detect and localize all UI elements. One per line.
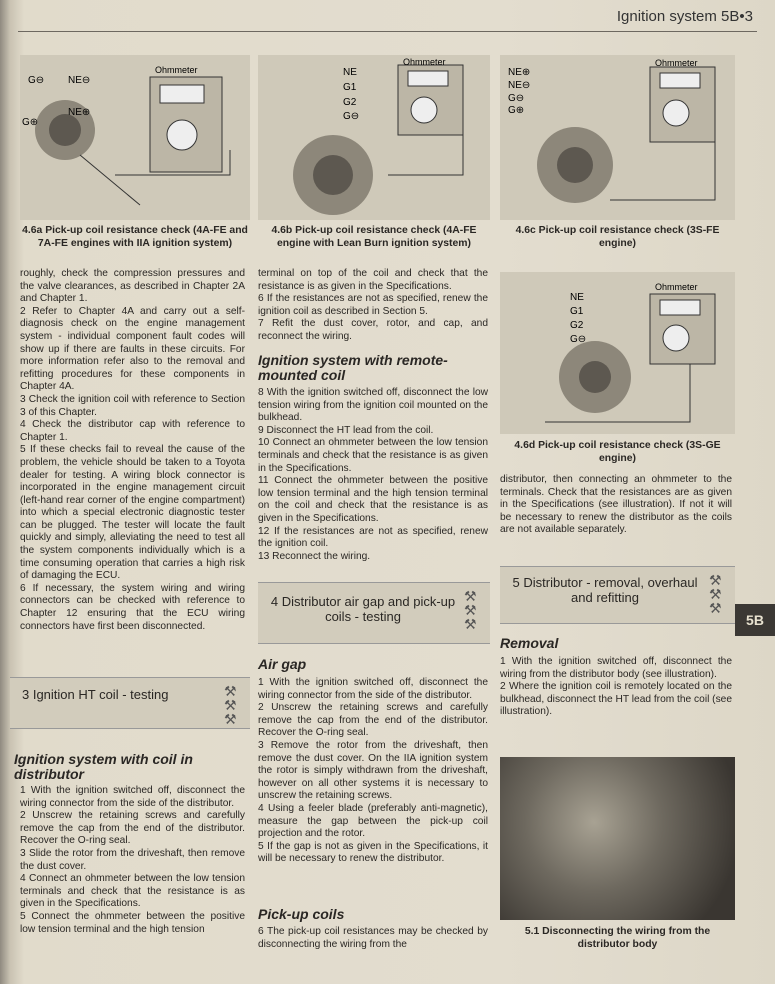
label-ne-plus: NE⊕ (68, 107, 91, 118)
paragraph: 2 Where the ignition coil is remotely located on the bulkhead, disconnect the HT lead from the coil (see illustration). (500, 681, 732, 718)
figure-4-6d-drawing (500, 272, 735, 434)
paragraph: 5 Connect the ohmmeter between the positive low tension terminal and the high tension (20, 910, 245, 935)
section-box-5 (500, 566, 735, 624)
label-g-plus: G⊕ (22, 117, 39, 128)
paragraph: 8 With the ignition switched off, disconnect the low tension wiring from the ignition coil mounted on the bulkhead. (258, 387, 488, 424)
label-ne: NE (343, 67, 357, 78)
figure-4-6a (20, 55, 250, 220)
spanner-rating-icon: ⚒ ⚒ ⚒ (464, 588, 477, 632)
paragraph: 7 Refit the dust cover, rotor, and cap, and reconnect the wiring. (258, 318, 488, 342)
paragraph: distributor, then connecting an ohmmeter to the terminals. Check that the resistances are as given in the Specifications (see illustration). If not it will be necessary to renew the distributor as the coils are not available separately. (500, 474, 732, 536)
label-g-minus: G⊖ (343, 111, 360, 122)
paragraph: roughly, check the compression pressures and the valve clearances, as described in Chapter 2A and Chapter 1. (20, 268, 245, 305)
label-g-minus: G⊖ (28, 75, 45, 86)
page-header: Ignition system 5B•3 (616, 8, 753, 25)
paragraph: 4 Check the distributor cap with reference to Chapter 1. (20, 419, 245, 443)
section-title-3: 3 Ignition HT coil - testing (22, 687, 169, 702)
label-ohmmeter: Ohmmeter (403, 57, 446, 67)
label-ohmmeter: Ohmmeter (655, 282, 698, 292)
caption-4-6b: 4.6b Pick-up coil resistance check (4A-FE engine with Lean Burn ignition system) (271, 225, 477, 249)
column-1-top (20, 268, 245, 633)
label-g-minus: G⊖ (508, 93, 525, 104)
heading-air-gap: Air gap (258, 656, 307, 672)
heading-remote-mounted-coil: Ignition system with remote-mounted coil (258, 352, 448, 383)
spanner-rating-icon: ⚒ ⚒ ⚒ (224, 683, 237, 727)
label-ohmmeter: Ohmmeter (155, 65, 198, 75)
label-g1: G1 (570, 306, 584, 317)
figure-4-6a-drawing (20, 55, 250, 220)
section-title-4: 4 Distributor air gap and pick-up coils - testing (270, 594, 456, 624)
column-3-top (500, 474, 732, 537)
paragraph: 3 Slide the rotor from the driveshaft, then remove the dust cover. (20, 847, 245, 872)
section-title-5: 5 Distributor - removal, overhaul and refitting (512, 575, 698, 605)
section-box-3 (10, 677, 250, 729)
paragraph: 1 With the ignition switched off, disconnect the wiring from the distributor body (see illustration). (500, 656, 732, 680)
column-2-top (258, 268, 488, 344)
paragraph: 2 Refer to Chapter 4A and carry out a self-diagnosis check on the engine management system - individual component fault codes will show up if there are faults in these circuits. For more information refer also to the removal and refitting procedures for these components in Chapter 4A. (20, 305, 245, 393)
caption-5-1: 5.1 Disconnecting the wiring from the distributor body (524, 926, 711, 950)
paragraph: 2 Unscrew the retaining screws and carefully remove the cap from the end of the distributor. Recover the O-ring seal. (258, 702, 488, 739)
figure-4-6b-drawing (258, 55, 490, 220)
chapter-tab: 5B (735, 604, 775, 636)
caption-4-6c: 4.6c Pick-up coil resistance check (3S-FE engine) (515, 225, 720, 249)
caption-4-6a: 4.6a Pick-up coil resistance check (4A-FE and 7A-FE engines with IIA ignition system) (22, 225, 248, 249)
paragraph: 9 Disconnect the HT lead from the coil. (258, 424, 434, 436)
label-ohmmeter: Ohmmeter (655, 58, 698, 68)
label-g1: G1 (343, 82, 357, 93)
spanner-rating-icon: ⚒ ⚒ ⚒ (709, 572, 722, 616)
paragraph: terminal on top of the coil and check that the resistance is as given in the Specifications. (258, 268, 488, 292)
label-ne-minus: NE⊖ (508, 80, 531, 91)
column-1-bottom (20, 785, 245, 936)
figure-4-6b (258, 55, 490, 220)
paragraph: 5 If these checks fail to reveal the cause of the problem, the vehicle should be taken to a Toyota dealer for testing. A wiring block connector is incorporated in the engine management circuit (left-hand rear corner of the engine compartment) into which a special electronic diagnostic tester can be plugged. The tester will locate the fault quickly and simply, alleviating the need to test all the system components individually which is a time consuming operation that carries a high risk of damaging the ECU. (20, 444, 245, 582)
header-rule (18, 31, 757, 32)
section-box-4 (258, 582, 490, 644)
paragraph: 6 If necessary, the system wiring and wiring connectors can be checked with reference to Chapter 12 ensuring that the ECU wiring connectors have first been disconnected. (20, 582, 245, 632)
heading-coil-in-distributor: Ignition system with coil in distributor (14, 751, 193, 782)
label-g2: G2 (570, 320, 584, 331)
column-3-bottom (500, 656, 732, 719)
label-g-plus: G⊕ (508, 105, 525, 116)
paragraph: 3 Remove the rotor from the driveshaft, then remove the dust cover. On the IIA ignition system the rotor is simply withdrawn from the driveshaft, however on all other systems it is necessary to unscrew the retaining screws. (258, 739, 488, 802)
paragraph: 6 The pick-up coil resistances may be checked by disconnecting the wiring from the (258, 926, 488, 950)
label-ne-minus: NE⊖ (68, 75, 91, 86)
column-2-mid (258, 387, 488, 563)
paragraph: 4 Connect an ohmmeter between the low tension terminals and check that the resistance is as given in the Specifications. (20, 873, 245, 910)
figure-4-6c (500, 55, 735, 220)
paragraph: 3 Check the ignition coil with reference to Section 3 of this Chapter. (20, 393, 245, 418)
paragraph: 2 Unscrew the retaining screws and carefully remove the cap from the end of the distributor. Recover the O-ring seal. (20, 810, 245, 847)
heading-removal: Removal (500, 635, 559, 651)
paragraph: 11 Connect the ohmmeter between the positive low tension terminal and the high tension terminal on the coil and check that the resistance is as given in the Specifications. (258, 475, 488, 524)
column-2-end (258, 926, 488, 951)
label-ne-plus: NE⊕ (508, 67, 531, 78)
paragraph: 4 Using a feeler blade (preferably anti-magnetic), measure the gap between the pick-up coil projection and the rotor. (258, 802, 488, 840)
column-2-bottom (258, 677, 488, 866)
paragraph: 1 With the ignition switched off, disconnect the wiring connector from the side of the distributor. (258, 677, 488, 701)
paragraph: 1 With the ignition switched off, disconnect the wiring connector from the side of the distributor. (20, 785, 245, 809)
label-g2: G2 (343, 97, 357, 108)
label-ne: NE (570, 292, 584, 303)
paragraph: 13 Reconnect the wiring. (258, 550, 371, 562)
paragraph: 10 Connect an ohmmeter between the low tension terminals and check that the resistance is as given in the Specifications. (258, 437, 488, 474)
heading-pick-up-coils: Pick-up coils (258, 906, 345, 922)
figure-4-6d (500, 272, 735, 434)
photo-5-1 (500, 757, 735, 920)
figure-4-6c-drawing (500, 55, 735, 220)
caption-4-6d: 4.6d Pick-up coil resistance check (3S-GE engine) (514, 440, 721, 464)
paragraph: 12 If the resistances are not as specified, renew the ignition coil. (258, 525, 488, 550)
paragraph: 5 If the gap is not as given in the Specifications, it will be necessary to renew the distributor. (258, 840, 488, 865)
paragraph: 6 If the resistances are not as specified, renew the ignition coil as described in Section 5. (258, 293, 488, 317)
label-g-minus: G⊖ (570, 334, 587, 345)
